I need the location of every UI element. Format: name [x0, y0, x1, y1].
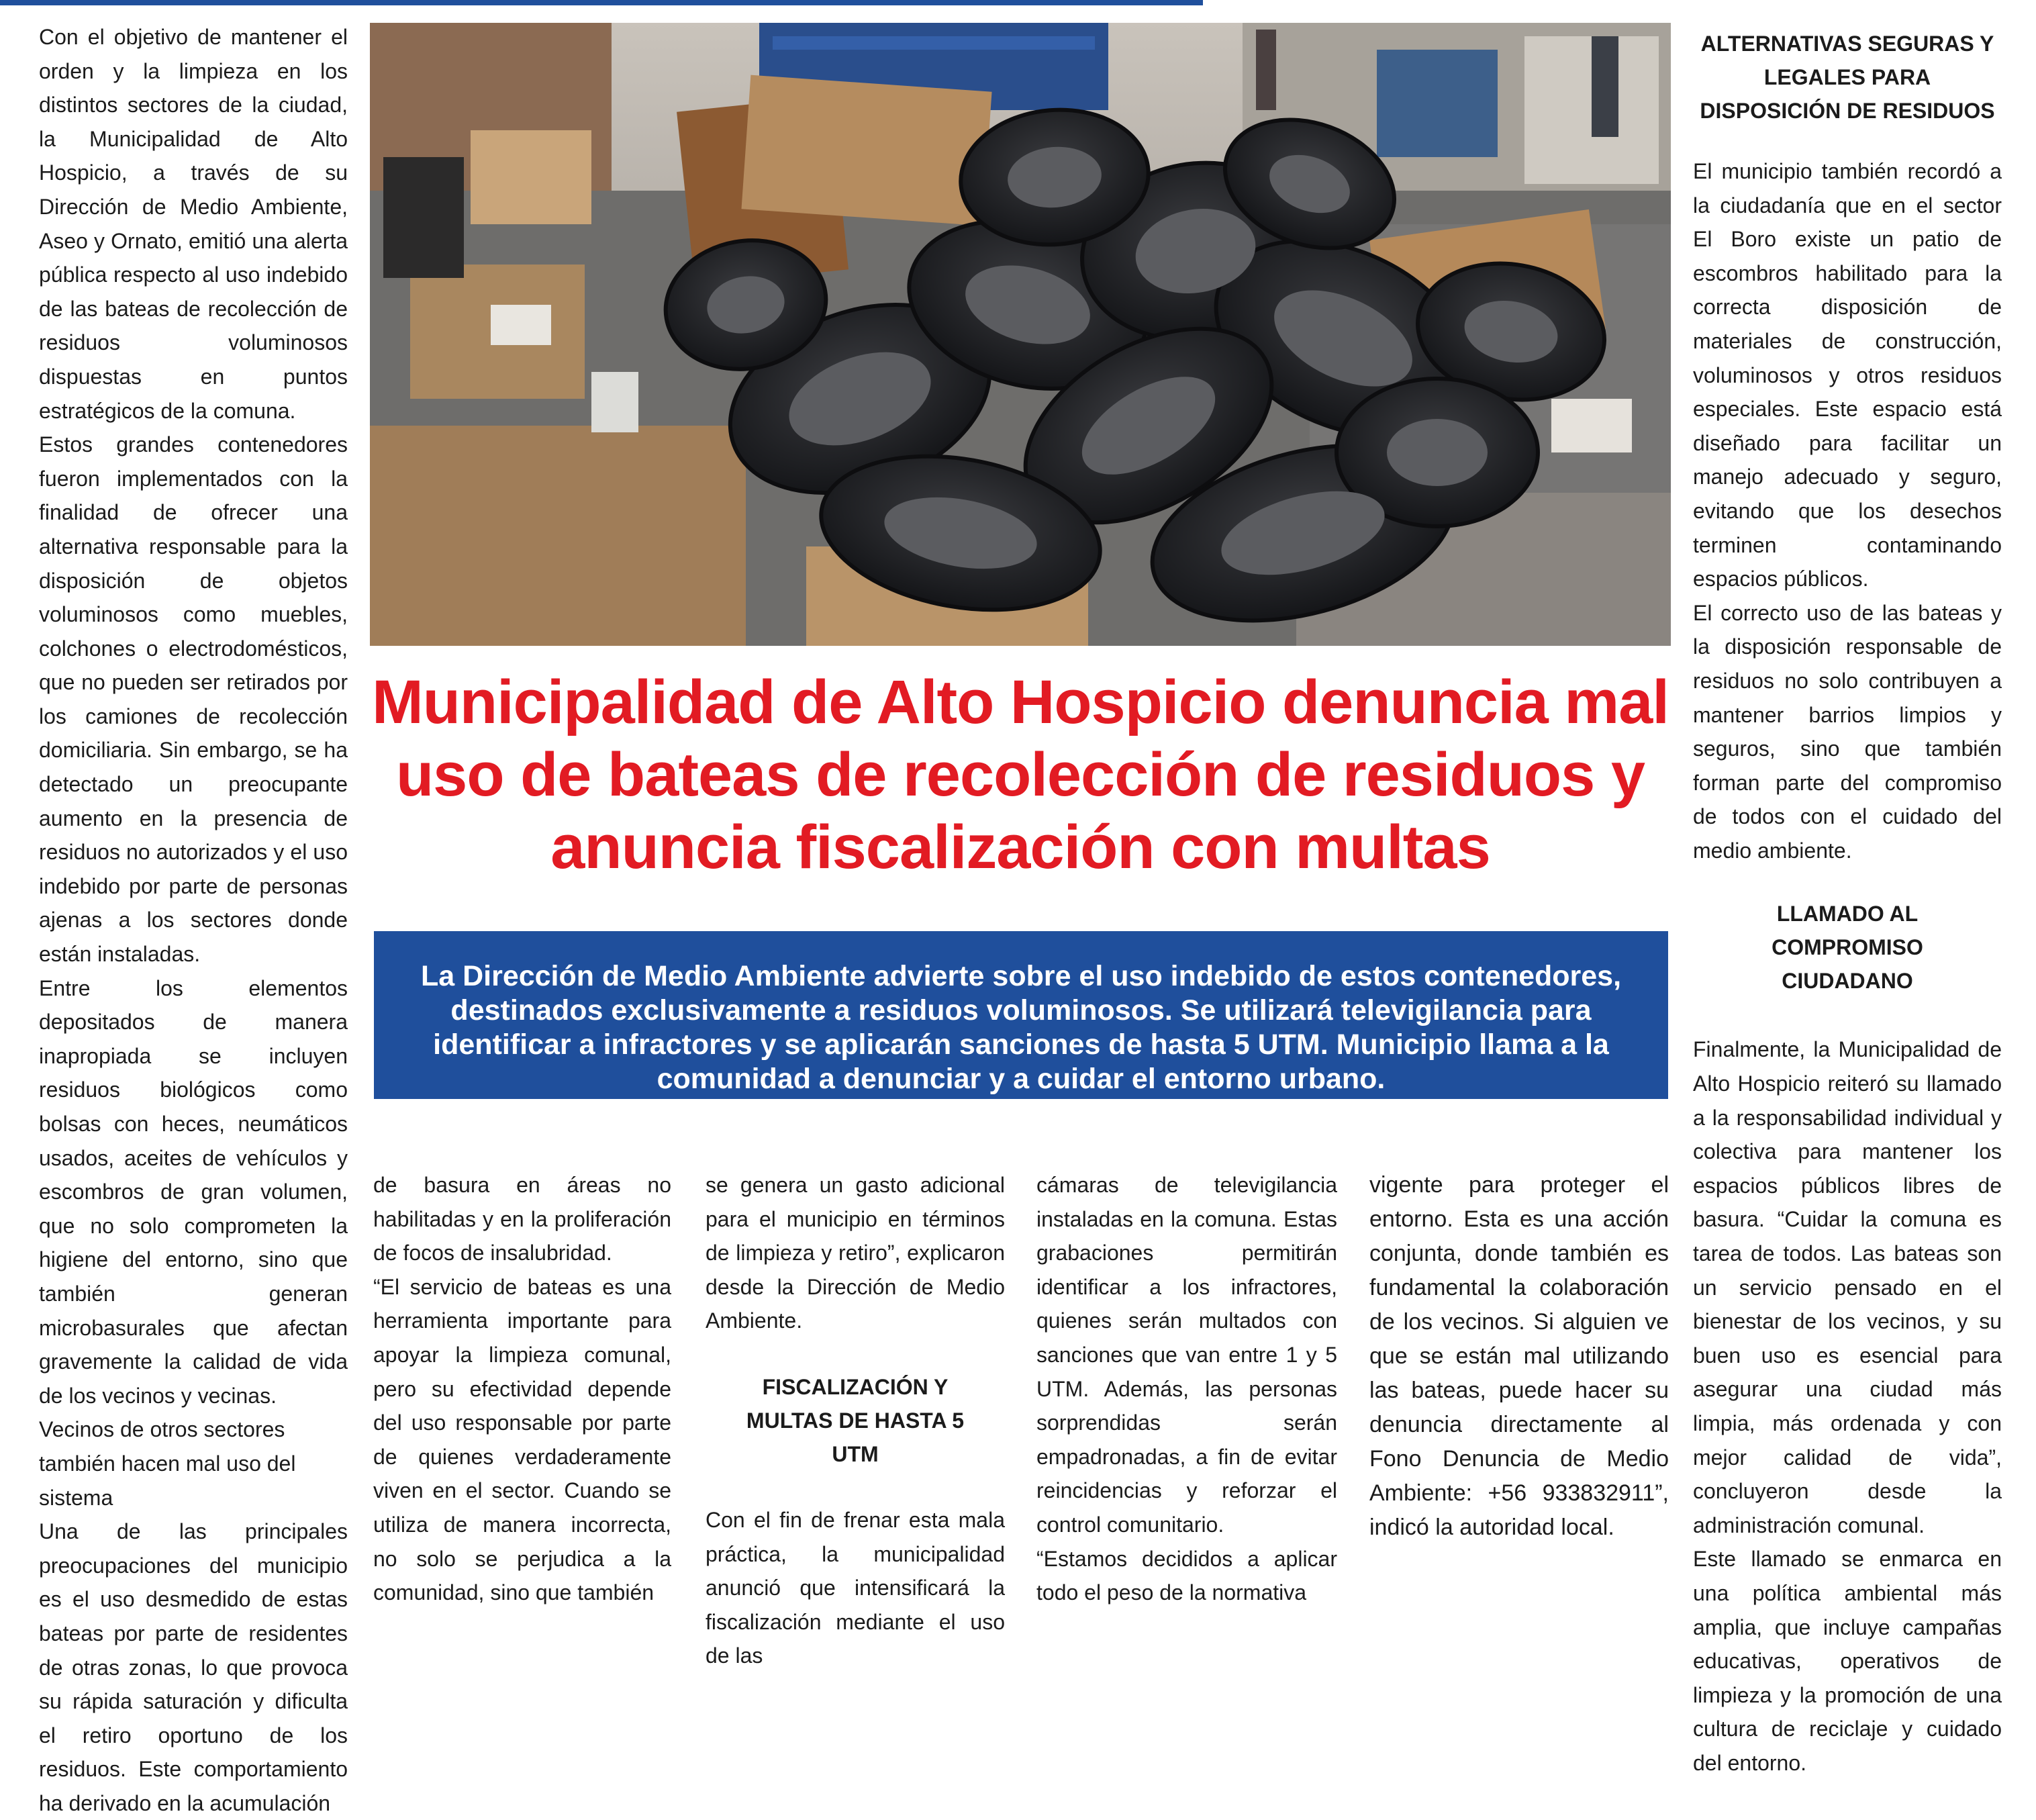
left-column	[39, 20, 348, 1820]
deck-box	[374, 931, 1668, 1099]
left-paragraph-2: Estos grandes contenedores fueron implementados con la finalidad de ofrecer una alternativa responsable para la disposición de objetos voluminosos como muebles, colchones o electrodomésticos, que no pueden ser retirados por los camiones de recolección domiciliaria. Sin embargo, se ha detectado un preocupante aumento en la presencia de residuos no autorizados y el uso indebido por parte de personas ajenas a los sectores donde están instaladas.	[39, 432, 348, 967]
b2-paragraph-1: se genera un gasto adicional para el municipio en términos de limpieza y retiro”, explicaron desde la Dirección de Medio Ambiente.	[706, 1173, 1005, 1333]
left-paragraph-5: Una de las principales preocupaciones del municipio es el uso desmedido de estas bateas por parte de residentes de otras zonas, lo que provoca su rápida saturación y dificulta el retiro oportuno de los residuos. Este comportamiento ha derivado en la acumulación	[39, 1519, 348, 1815]
right-paragraph-3: Finalmente, la Municipalidad de Alto Hospicio reiteró su llamado a la responsabilidad individual y colectiva para mantener los espacios públicos libres de basura. “Cuidar la comuna es tarea de todos. Las bateas son un servicio pensado en el bienestar de los vecinos, y su buen uso es esencial para asegurar una ciudad más limpia, más ordenada y con mejor calidad de vida”, concluyeron desde la administración comunal.	[1693, 1037, 2002, 1537]
b4-paragraph-1: vigente para proteger el entorno. Esta es una acción conjunta, donde también es fundamental la colaboración de los vecinos. Si alguien ve que se están mal utilizando las bateas, puede hacer su denuncia directamente al Fono Denuncia de Medio Ambiente: +56 933832911”, indicó la autoridad local.	[1369, 1172, 1669, 1540]
b3-paragraph-2: “Estamos decididos a aplicar todo el peso de la normativa	[1036, 1546, 1337, 1605]
left-paragraph-1: Con el objetivo de mantener el orden y la limpieza en los distintos sectores de la ciudad, la Municipalidad de Alto Hospicio, a través de su Dirección de Medio Ambiente, Aseo y Ornato, emitió una alerta pública respecto al uso indebido de las bateas de recolección de residuos voluminosos dispuestas en puntos estratégicos de la comuna.	[39, 25, 348, 423]
b1-paragraph-1: de basura en áreas no habilitadas y en la proliferación de focos de insalubridad.	[373, 1173, 671, 1265]
article-photo	[370, 23, 1671, 646]
deck-text: La Dirección de Medio Ambiente advierte sobre el uso indebido de estos contenedores, destinados exclusivamente a residuos voluminosos. Se utilizará televigilancia para identificar a infractores y se aplicarán sanciones de hasta 5 UTM. Municipio llama a la comunidad a denunciar y a cuidar el entorno urbano.	[420, 960, 1622, 1095]
top-rule	[0, 0, 1203, 5]
left-paragraph-3: Entre los elementos depositados de manera inapropiada se incluyen residuos biológicos como bolsas con heces, neumáticos usados, aceites de vehículos y escombros de gran volumen, que no solo comprometen la higiene del entorno, sino que también generan microbasurales que afectan gravemente la calidad de vida de los vecinos y vecinas.	[39, 975, 348, 1408]
right-column	[1693, 27, 2002, 1780]
tires-photo-illustration	[370, 23, 1671, 646]
bottom-column-3	[1036, 1168, 1337, 1610]
right-paragraph-2: El correcto uso de las bateas y la disposición responsable de residuos no solo contribuyen a mantener barrios limpios y seguros, sino que también forman parte del compromiso de todos con el cuidado del medio ambiente.	[1693, 600, 2002, 863]
right-paragraph-1: El municipio también recordó a la ciudadanía que en el sector El Boro existe un patio de escombros habilitado para la correcta disposición de materiales de construcción, voluminosos y otros residuos especiales. Este espacio está diseñado para facilitar un manejo adecuado y seguro, evitando que los desechos terminen contaminando espacios públicos.	[1693, 159, 2002, 591]
bottom-column-4	[1369, 1168, 1669, 1545]
left-paragraph-4: Vecinos de otros sectores también hacen mal uso del sistema	[39, 1417, 296, 1510]
bottom-column-2	[706, 1168, 1005, 1673]
b2-paragraph-2: Con el fin de frenar esta mala práctica, la municipalidad anunció que intensificará la fiscalización mediante el uso de las	[706, 1507, 1005, 1668]
section-heading-alternativas: ALTERNATIVAS SEGURAS Y LEGALES PARA DISPOSICIÓN DE RESIDUOS	[1700, 32, 1995, 123]
headline: Municipalidad de Alto Hospicio denuncia mal uso de bateas de recolección de residuos y anuncia fiscalización con multas	[372, 668, 1669, 881]
b1-paragraph-2: “El servicio de bateas es una herramienta importante para apoyar la limpieza comunal, pero su efectividad depende del uso responsable por parte de quienes verdaderamente viven en el sector. Cuando se utiliza de manera incorrecta, no solo se perjudica a la comunidad, sino que también	[373, 1274, 671, 1605]
section-heading-fiscalizacion: FISCALIZACIÓN Y MULTAS DE HASTA 5 UTM	[746, 1374, 965, 1466]
right-paragraph-4: Este llamado se enmarca en una política ambiental más amplia, que incluye campañas educativas, operativos de limpieza y la promoción de una cultura de reciclaje y cuidado del entorno.	[1693, 1547, 2002, 1775]
bottom-column-1	[373, 1168, 671, 1610]
b3-paragraph-1: cámaras de televigilancia instaladas en la comuna. Estas grabaciones permitirán identificar a los infractores, quienes serán multados con sanciones que van entre 1 y 5 UTM. Además, las personas sorprendidas serán empadronadas, a fin de evitar reincidencias y reforzar el control comunitario.	[1036, 1173, 1337, 1537]
section-heading-llamado: LLAMADO AL COMPROMISO CIUDADANO	[1772, 902, 1923, 994]
